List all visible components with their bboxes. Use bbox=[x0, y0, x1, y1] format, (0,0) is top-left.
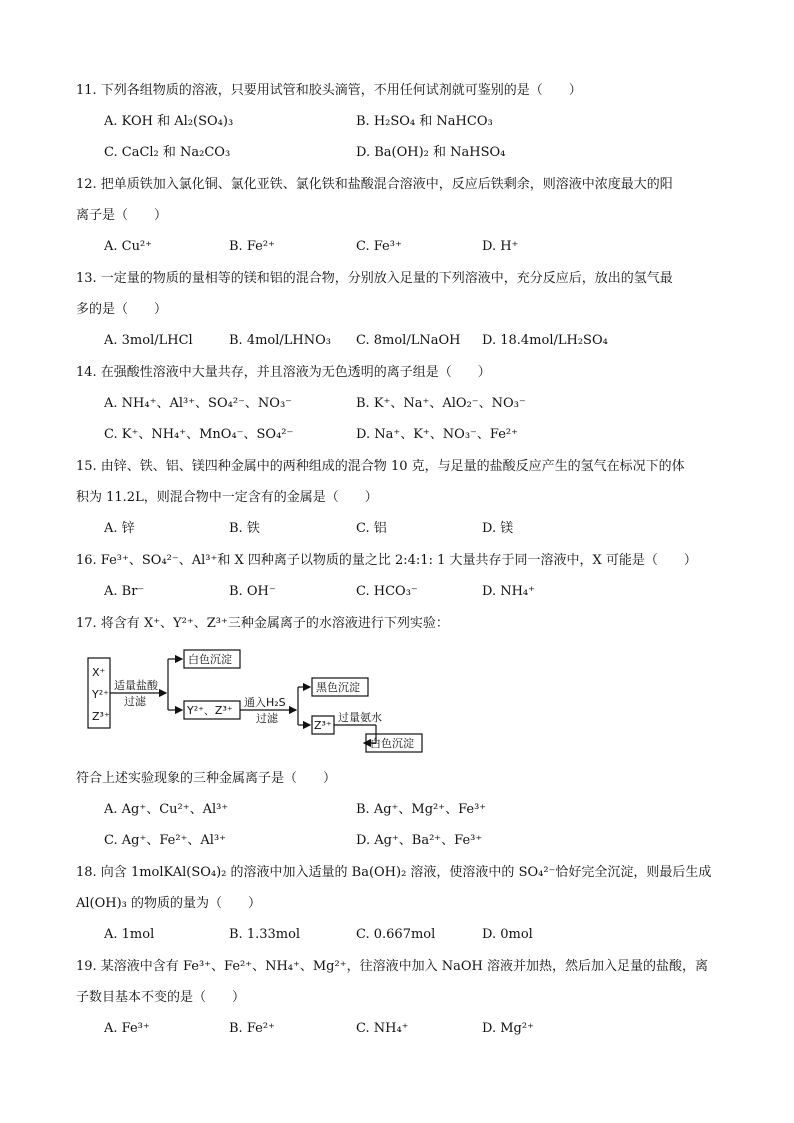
q16-option-c[interactable]: C. HCO₃⁻ bbox=[356, 584, 418, 599]
q17-flow-diagram bbox=[86, 644, 426, 756]
q17-stem-line2: 符合上述实验现象的三种金属离子是（ ） bbox=[76, 771, 337, 786]
q12-option-c[interactable]: C. Fe³⁺ bbox=[356, 239, 402, 254]
q15-option-a[interactable]: A. 锌 bbox=[104, 521, 135, 536]
step3-reagent: 过量氨水 bbox=[338, 711, 382, 724]
q12-option-a[interactable]: A. Cu²⁺ bbox=[104, 239, 153, 254]
step1-reagent: 适量盐酸 bbox=[114, 679, 158, 692]
ion-z-label: Z³⁺ bbox=[92, 710, 110, 723]
q16-option-a[interactable]: A. Br⁻ bbox=[104, 584, 145, 599]
q15-stem-line1: 15. 由锌、铁、铝、镁四种金属中的两种组成的混合物 10 克，与足量的盐酸反应产生的氢气在标况下的体 bbox=[76, 459, 685, 474]
white-ppt-2-label: 白色沉淀 bbox=[370, 737, 414, 750]
question-15 bbox=[76, 451, 724, 544]
q14-stem: 14. 在强酸性溶液中大量共存，并且溶液为无色透明的离子组是（ ） bbox=[76, 365, 491, 380]
q17-stem: 17. 将含有 X⁺、Y²⁺、Z³⁺三种金属离子的水溶液进行下列实验： bbox=[76, 616, 449, 631]
q13-stem-line2: 多的是（ ） bbox=[76, 302, 168, 317]
q16-option-b[interactable]: B. OH⁻ bbox=[229, 584, 276, 599]
q12-option-d[interactable]: D. H⁺ bbox=[482, 239, 519, 254]
question-17-stem bbox=[76, 608, 724, 639]
q15-option-c[interactable]: C. 铝 bbox=[356, 521, 387, 536]
step2-reagent: 通入H₂S bbox=[244, 696, 286, 709]
ion-y-label: Y²⁺ bbox=[92, 688, 109, 701]
q19-option-c[interactable]: C. NH₄⁺ bbox=[356, 1021, 409, 1036]
black-ppt-label: 黑色沉淀 bbox=[316, 681, 360, 694]
q11-option-d[interactable]: D. Ba(OH)₂ 和 NaHSO₄ bbox=[356, 145, 506, 160]
q14-option-a[interactable]: A. NH₄⁺、Al³⁺、SO₄²⁻、NO₃⁻ bbox=[104, 396, 293, 411]
question-13 bbox=[76, 263, 724, 356]
step2-operation: 过滤 bbox=[256, 712, 278, 725]
q13-option-c[interactable]: C. 8mol/LNaOH bbox=[356, 333, 461, 348]
q17-option-d[interactable]: D. Ag⁺、Ba²⁺、Fe³⁺ bbox=[356, 833, 483, 848]
q12-option-b[interactable]: B. Fe²⁺ bbox=[229, 239, 275, 254]
q16-stem: 16. Fe³⁺、SO₄²⁻、Al³⁺和 X 四种离子以物质的量之比 2:4:1: 1 大量共存于同一溶液中，X 可能是（ ） bbox=[76, 553, 697, 568]
q14-option-b[interactable]: B. K⁺、Na⁺、AlO₂⁻、NO₃⁻ bbox=[356, 396, 526, 411]
q11-option-c[interactable]: C. CaCl₂ 和 Na₂CO₃ bbox=[104, 145, 231, 160]
q18-option-c[interactable]: C. 0.667mol bbox=[356, 927, 436, 942]
q13-stem-line1: 13. 一定量的物质的量相等的镁和铝的混合物，分别放入足量的下列溶液中，充分反应后，放出的氢气最 bbox=[76, 271, 673, 286]
mid-ion-label: Y²⁺、Z³⁺ bbox=[187, 704, 233, 717]
q14-option-d[interactable]: D. Na⁺、K⁺、NO₃⁻、Fe²⁺ bbox=[356, 427, 518, 442]
question-16 bbox=[76, 545, 724, 607]
q11-option-a[interactable]: A. KOH 和 Al₂(SO₄)₃ bbox=[104, 114, 234, 129]
q18-option-d[interactable]: D. 0mol bbox=[482, 927, 533, 942]
q13-option-b[interactable]: B. 4mol/LHNO₃ bbox=[229, 333, 331, 348]
question-19 bbox=[76, 951, 724, 1044]
q17-option-c[interactable]: C. Ag⁺、Fe²⁺、Al³⁺ bbox=[104, 833, 227, 848]
q15-option-d[interactable]: D. 镁 bbox=[482, 521, 514, 536]
q13-option-d[interactable]: D. 18.4mol/LH₂SO₄ bbox=[482, 333, 608, 348]
question-11 bbox=[76, 75, 724, 168]
question-14 bbox=[76, 357, 724, 450]
q19-option-b[interactable]: B. Fe²⁺ bbox=[229, 1021, 275, 1036]
q19-option-d[interactable]: D. Mg²⁺ bbox=[482, 1021, 534, 1036]
white-ppt-1-label: 白色沉淀 bbox=[188, 653, 232, 666]
q18-option-a[interactable]: A. 1mol bbox=[104, 927, 155, 942]
z-ion-label: Z³⁺ bbox=[314, 719, 332, 732]
q19-option-a[interactable]: A. Fe³⁺ bbox=[104, 1021, 150, 1036]
q11-stem: 11. 下列各组物质的溶液，只要用试管和胶头滴管，不用任何试剂就可鉴别的是（ ） bbox=[76, 83, 582, 98]
q12-stem-line2: 离子是（ ） bbox=[76, 208, 168, 223]
ion-x-label: X⁺ bbox=[92, 666, 106, 679]
q18-option-b[interactable]: B. 1.33mol bbox=[229, 927, 301, 942]
step1-operation: 过滤 bbox=[124, 695, 146, 708]
q16-option-d[interactable]: D. NH₄⁺ bbox=[482, 584, 536, 599]
q12-stem-line1: 12. 把单质铁加入氯化铜、氯化亚铁、氯化铁和盐酸混合溶液中，反应后铁剩余，则溶液中浓度最大的阳 bbox=[76, 177, 673, 192]
question-18 bbox=[76, 857, 724, 950]
q18-stem-line2: Al(OH)₃ 的物质的量为（ ） bbox=[76, 896, 262, 911]
q17-option-b[interactable]: B. Ag⁺、Mg²⁺、Fe³⁺ bbox=[356, 802, 487, 817]
q13-option-a[interactable]: A. 3mol/LHCl bbox=[104, 333, 193, 348]
q17-option-a[interactable]: A. Ag⁺、Cu²⁺、Al³⁺ bbox=[104, 802, 229, 817]
q14-option-c[interactable]: C. K⁺、NH₄⁺、MnO₄⁻、SO₄²⁻ bbox=[104, 427, 294, 442]
q15-stem-line2: 积为 11.2L，则混合物中一定含有的金属是（ ） bbox=[76, 490, 378, 505]
q19-stem-line2: 子数目基本不变的是（ ） bbox=[76, 990, 246, 1005]
question-17-options bbox=[76, 763, 724, 856]
q15-option-b[interactable]: B. 铁 bbox=[229, 521, 260, 536]
question-12 bbox=[76, 169, 724, 262]
q11-option-b[interactable]: B. H₂SO₄ 和 NaHCO₃ bbox=[356, 114, 493, 129]
q18-stem-line1: 18. 向含 1molKAl(SO₄)₂ 的溶液中加入适量的 Ba(OH)₂ 溶液，使溶液中的 SO₄²⁻恰好完全沉淀，则最后生成 bbox=[76, 865, 712, 880]
q19-stem-line1: 19. 某溶液中含有 Fe³⁺、Fe²⁺、NH₄⁺、Mg²⁺，往溶液中加入 NaOH 溶液并加热，然后加入足量的盐酸，离 bbox=[76, 959, 708, 974]
